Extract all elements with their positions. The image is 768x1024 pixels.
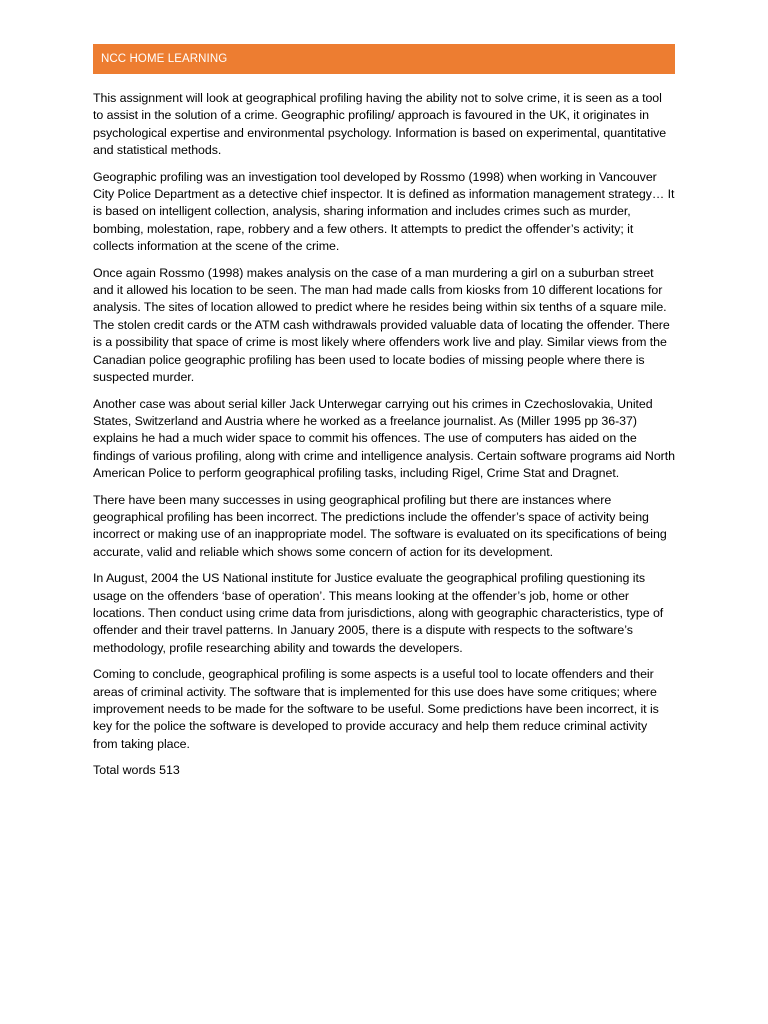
word-count: Total words 513: [93, 763, 180, 778]
paragraph-unterwegar-case: Another case was about serial killer Jack Unterwegar carrying out his crimes in Czechoslovakia, United States, Switzerland and Austria where he worked as a freelance journalist. As (Miller 1995 pp 36-37) explains he had a much wider space to commit his offences. The use of computers has aided on the findings of various profiling, along with crime and intelligence analysis. Certain software programs aid North American Police to perform geographical profiling tasks, including Rigel, Crime Stat and Dragnet.: [93, 396, 675, 481]
paragraph-intro: This assignment will look at geographical profiling having the ability not to solve crime, it is seen as a tool to assist in the solution of a crime. Geographic profiling/ approach is favoured in the UK, it originates in psychological expertise and environmental psychology. Information is based on experimental, quantitative and statistical methods.: [93, 91, 667, 158]
header-banner: [93, 44, 675, 74]
paragraph-successes: There have been many successes in using geographical profiling but there are instances where geographical profiling has been incorrect. The predictions include the offender’s space of activity being incorrect or making use of an inappropriate model. The software is evaluated on its specifications of being accurate, valid and reliable which shows some concern of action for its development.: [93, 492, 667, 559]
paragraph-rossmo-case: Once again Rossmo (1998) makes analysis on the case of a man murdering a girl on a suburban street and it allowed his location to be seen. The man had made calls from kiosks from 10 different locations for analysis. The sites of location allowed to predict where he resides being within six tenths of a square mile. The stolen credit cards or the ATM cash withdrawals provided valuable data of locating the offender. There is a possibility that space of crime is most likely where offenders work live and play. Similar views from the Canadian police geographic profiling has been used to locate bodies of missing people where there is suspected murder.: [93, 265, 670, 385]
paragraph-nij-evaluation: In August, 2004 the US National institute for Justice evaluate the geographical profiling questioning its usage on the offenders ‘base of operation’. This means looking at the offender’s job, home or other locations. Then conduct using crime data from jurisdictions, along with geographic characteristics, type of offender and their travel patterns. In January 2005, there is a dispute with respects to the software’s methodology, profile researching ability and towards the developers.: [93, 571, 664, 655]
document-body: [93, 90, 675, 780]
header-title: NCC HOME LEARNING: [101, 53, 228, 65]
paragraph-rossmo-tool: Geographic profiling was an investigation tool developed by Rossmo (1998) when working in Vancouver City Police Department as a detective chief inspector. It is defined as information management strategy… It is based on intelligent collection, analysis, sharing information and includes crimes such as murder, bombing, molestation, rape, robbery and a few others. It attempts to predict the offender’s activity; it collects information at the scene of the crime.: [93, 169, 675, 254]
paragraph-conclusion: Coming to conclude, geographical profiling is some aspects is a useful tool to locate offenders and their areas of criminal activity. The software that is implemented for this use does have some critiques; where improvement needs to be made for the software to be useful. Some predictions have been incorrect, it is key for the police the software is developed to provide accuracy and help them reduce criminal activity from taking place.: [93, 667, 659, 751]
